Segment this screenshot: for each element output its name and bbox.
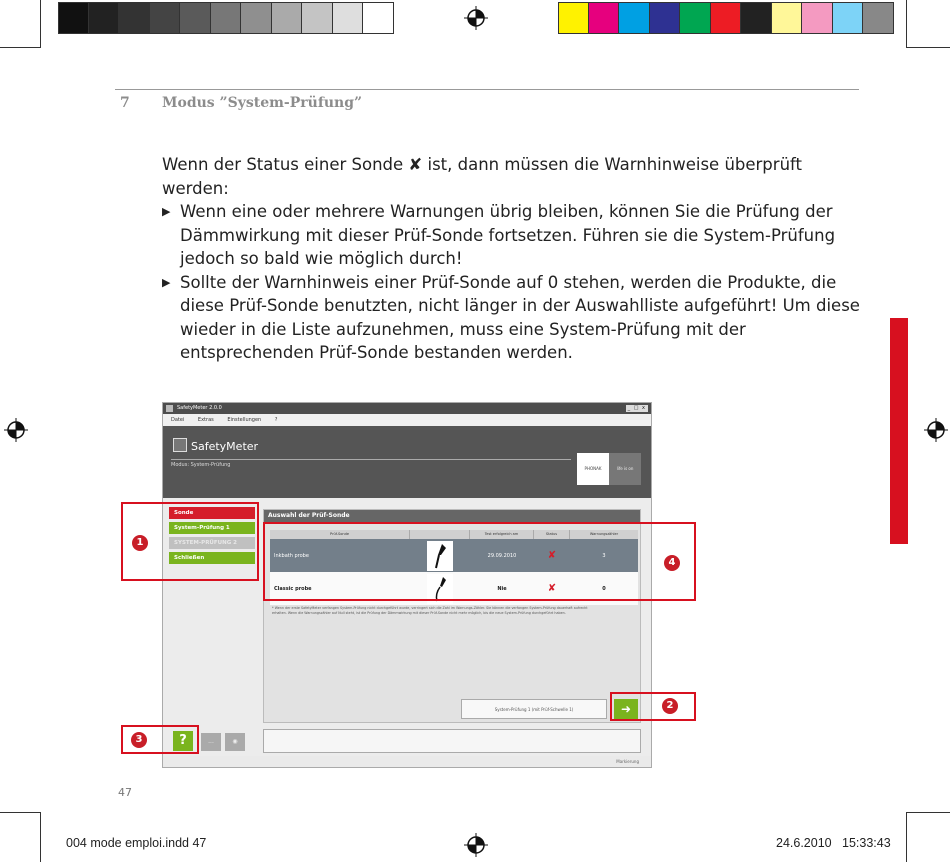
color-swatch xyxy=(302,2,333,34)
status-x-icon: ✘ xyxy=(547,583,557,594)
app-icon xyxy=(166,405,173,412)
color-swatch xyxy=(89,2,120,34)
help-button[interactable]: ? xyxy=(173,731,193,751)
safetymeter-logo-icon xyxy=(173,438,187,452)
crosshair-registration-icon xyxy=(464,833,488,857)
color-swatch xyxy=(589,2,620,34)
page-number: 47 xyxy=(118,786,132,799)
column-header[interactable]: Prüf-Sonde xyxy=(270,530,410,539)
panel-title: Auswahl der Prüf-Sonde xyxy=(264,510,640,522)
more-button[interactable]: ... xyxy=(201,733,221,751)
brand-logo: PHONAK xyxy=(577,453,609,485)
color-swatch xyxy=(711,2,742,34)
chapter-tab-marker xyxy=(890,318,908,544)
nav-system-check-2-button: SYSTEM-PRÜFUNG 2 xyxy=(169,537,255,549)
crosshair-registration-icon xyxy=(4,418,28,442)
probe-name: Inkbath probe xyxy=(274,552,309,559)
bullet-item xyxy=(162,200,860,271)
window-title: SafetyMeter 2.0.0 xyxy=(177,405,222,411)
color-swatch xyxy=(863,2,894,34)
next-step-label: System-Prüfung 1 (mit Prüf-Schwelle 1) xyxy=(461,699,607,719)
color-swatch xyxy=(802,2,833,34)
crop-mark xyxy=(0,47,40,48)
menu-bar[interactable]: Datei Extras Einstellungen ? xyxy=(163,414,651,426)
callout-box-2 xyxy=(610,692,696,721)
eye-icon[interactable]: ◉ xyxy=(225,733,245,751)
nav-system-check-1-button[interactable]: System-Prüfung 1 xyxy=(169,522,255,534)
column-header[interactable]: Status xyxy=(534,530,570,539)
next-arrow-button[interactable]: ➜ xyxy=(614,699,638,719)
crop-mark xyxy=(906,812,907,862)
window-title-bar xyxy=(163,403,651,414)
crop-mark xyxy=(0,812,40,813)
color-swatch xyxy=(650,2,681,34)
callout-badge-3: 3 xyxy=(131,732,147,748)
bullet-item xyxy=(162,271,860,365)
status-x-icon: ✘ xyxy=(408,155,423,174)
app-logo-text: SafetyMeter xyxy=(191,440,259,453)
test-date: 29.09.2010 xyxy=(487,552,517,559)
nav-close-button[interactable]: Schließen xyxy=(169,552,255,564)
test-date: Nie xyxy=(497,585,507,592)
slug-timestamp: 24.6.2010 15:33:43 xyxy=(776,836,891,850)
crosshair-registration-icon xyxy=(924,418,948,442)
warning-count: 3 xyxy=(602,552,606,559)
column-header[interactable]: Warnungszähler xyxy=(589,532,619,536)
intro-text-before: Wenn der Status einer Sonde xyxy=(162,155,409,174)
color-swatch xyxy=(680,2,711,34)
grayscale-color-bar xyxy=(58,2,394,34)
bullet-arrow-icon: ▶ xyxy=(162,205,171,218)
callout-box-4 xyxy=(263,522,696,601)
chapter-number: 7 xyxy=(120,95,130,111)
cmyk-color-bar xyxy=(558,2,894,34)
color-swatch xyxy=(58,2,89,34)
crop-mark xyxy=(40,0,41,48)
bullet-text: Wenn eine oder mehrere Warnungen übrig bleiben, können Sie die Prüfung der Dämmwirkung mit dieser Prüf-Sonde fortsetzen. Führen sie die System-Prüfung jedoch so bald wie möglich durch! xyxy=(180,202,836,268)
window-controls[interactable]: _ □ x xyxy=(627,405,646,411)
slug-filename: 004 mode emploi.indd 47 xyxy=(66,836,207,850)
crop-mark xyxy=(907,47,950,48)
nav-sonde-button[interactable]: Sonde xyxy=(169,507,255,519)
crop-mark xyxy=(40,812,41,862)
color-swatch xyxy=(150,2,181,34)
color-swatch xyxy=(333,2,364,34)
color-swatch xyxy=(558,2,589,34)
bullet-arrow-icon: ▶ xyxy=(162,275,171,289)
body-text xyxy=(162,153,860,365)
bullet-text: Sollte der Warnhinweis einer Prüf-Sonde auf 0 stehen, werden die Produkte, die diese Prüf-Sonde benutzten, nicht länger in der Auswahlliste aufgeführt! Um diese wieder in die Liste aufzunehmen, muss eine System-Prüfung mit der entsprechenden Prüf-Sonde bestanden werden. xyxy=(180,272,860,362)
crop-mark xyxy=(907,812,950,813)
callout-badge-2: 2 xyxy=(662,698,678,714)
banner-rule xyxy=(171,459,571,460)
color-swatch xyxy=(180,2,211,34)
brand-tagline: life is on xyxy=(609,453,641,485)
color-swatch xyxy=(211,2,242,34)
warning-count: 0 xyxy=(602,585,606,592)
color-swatch xyxy=(741,2,772,34)
color-swatch xyxy=(772,2,803,34)
intro-paragraph xyxy=(162,153,860,200)
intro-text-after: ist, dann müssen die Warnhinweise überprüft werden: xyxy=(162,155,803,198)
callout-badge-4: 4 xyxy=(664,555,680,571)
status-x-icon: ✘ xyxy=(547,550,557,561)
crosshair-registration-icon xyxy=(464,6,488,30)
color-swatch xyxy=(619,2,650,34)
window-footer: Markierung xyxy=(163,756,651,768)
callout-badge-1: 1 xyxy=(132,535,148,551)
status-bar xyxy=(263,729,641,753)
mode-label: Modus: System-Prüfung xyxy=(171,462,231,468)
crop-mark xyxy=(906,0,907,48)
color-swatch xyxy=(833,2,864,34)
probe-name: Classic probe xyxy=(274,585,312,592)
color-swatch xyxy=(119,2,150,34)
column-header[interactable]: Test erfolgreich am xyxy=(470,530,534,539)
chapter-title: Modus ”System-Prüfung” xyxy=(162,95,363,111)
header-rule xyxy=(115,89,859,90)
color-swatch xyxy=(363,2,394,34)
warning-note: * Wenn der erste SafetyMeter verfangen System-Prüfung nicht durchgeführt wurde, verringert sich die Zahl im Warnungs-Zähler. Sie können die verfangen System-Prüfung dauerhaft aufrecht erhalten. Wenn die Warnungszähler auf Null steht, ist die Prüfung der Dämmwirkung mit dieser Prüf-Sonde nicht mehr möglich, bis die neue System-Prüfung durchgeführt haben. xyxy=(272,606,588,615)
color-swatch xyxy=(272,2,303,34)
color-swatch xyxy=(241,2,272,34)
